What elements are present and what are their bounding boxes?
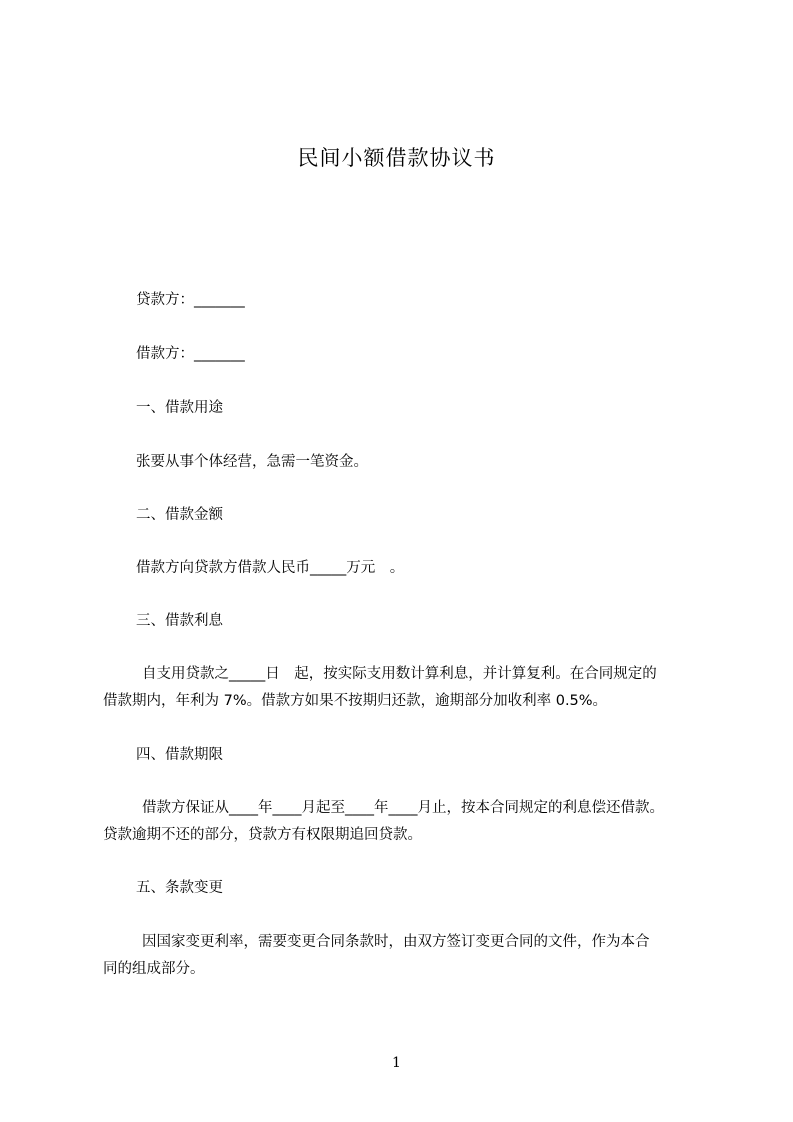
section-text-amount: 借款方向贷款方借款人民币_____万元 。 bbox=[136, 560, 405, 576]
section-heading-purpose: 一、借款用途 bbox=[136, 400, 223, 416]
document-title: 民间小额借款协议书 bbox=[297, 146, 496, 170]
section-text-changes-line-1: 因国家变更利率，需要变更合同条款时，由双方签订变更合同的文件，作为本合 bbox=[142, 934, 650, 950]
page-number: 1 bbox=[392, 1055, 401, 1071]
section-heading-changes: 五、条款变更 bbox=[136, 880, 223, 896]
lender-line: 贷款方：_______ bbox=[136, 292, 245, 308]
section-heading-amount: 二、借款金额 bbox=[136, 507, 223, 523]
section-text-term-line-2: 贷款逾期不还的部分，贷款方有权限期追回贷款。 bbox=[103, 827, 422, 843]
borrower-line: 借款方：_______ bbox=[136, 346, 245, 362]
section-heading-interest: 三、借款利息 bbox=[136, 613, 223, 629]
section-text-interest-line-1: 自支用贷款之_____日 起，按实际支用数计算利息，并计算复利。在合同规定的 bbox=[142, 666, 657, 682]
section-heading-term: 四、借款期限 bbox=[136, 747, 223, 763]
section-text-term-line-1: 借款方保证从____年____月起至____年____月止，按本合同规定的利息偿还借款。 bbox=[142, 800, 664, 816]
section-text-interest-line-2: 借款期内，年利为 7%。借款方如果不按期归还款，逾期部分加收利率 0.5%。 bbox=[103, 693, 608, 709]
section-text-changes-line-2: 同的组成部分。 bbox=[103, 961, 205, 977]
section-text-purpose: 张要从事个体经营，急需一笔资金。 bbox=[136, 454, 368, 470]
